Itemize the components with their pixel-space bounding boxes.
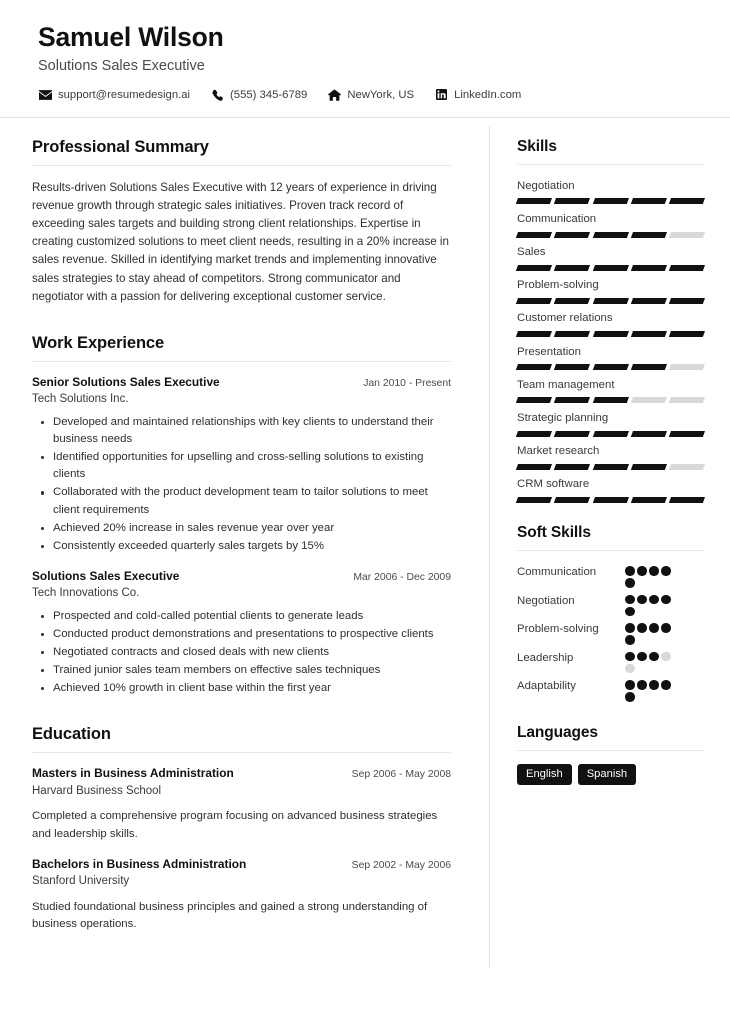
- soft-skill-row: [517, 650, 704, 674]
- skill-bar-segment: [669, 397, 705, 403]
- skill-bar-segment: [554, 298, 590, 304]
- experience-bullet: Negotiated contracts and closed deals with new clients: [32, 644, 451, 661]
- soft-skill-dots: [625, 678, 681, 702]
- skill-bar-segment: [631, 198, 667, 204]
- section-title-experience: Work Experience: [32, 333, 165, 352]
- skill-row: [517, 244, 704, 270]
- soft-skill-dot: [661, 652, 671, 662]
- experience-bullet: Consistently exceeded quarterly sales targets by 15%: [32, 538, 451, 555]
- skill-bar-segment: [516, 364, 552, 370]
- soft-skill-dot: [625, 635, 635, 645]
- experience-company: Tech Solutions Inc.: [32, 393, 129, 406]
- skill-bar-segment: [593, 298, 629, 304]
- experience-bullet: Developed and maintained relationships with key clients to understand their business needs: [32, 414, 451, 448]
- section-skills: [517, 138, 704, 503]
- soft-skill-dot: [637, 623, 647, 633]
- section-soft-skills: [517, 524, 704, 702]
- skill-level-bar: [517, 265, 704, 271]
- soft-skill-dots: [625, 621, 681, 645]
- skill-name: Sales: [517, 246, 546, 258]
- contact-phone[interactable]: [210, 89, 307, 101]
- candidate-title: Solutions Sales Executive: [38, 58, 205, 75]
- skill-bar-segment: [669, 331, 705, 337]
- column-divider: [489, 126, 490, 968]
- skill-name: CRM software: [517, 478, 590, 491]
- section-rule: [517, 550, 704, 551]
- experience-list: [32, 375, 451, 697]
- skill-name: Team management: [517, 378, 615, 391]
- soft-skill-dot: [649, 595, 659, 605]
- skill-bar-segment: [593, 397, 629, 403]
- skill-level-bar: [517, 464, 704, 470]
- experience-bullets: [32, 608, 451, 698]
- section-work-experience: [32, 334, 451, 697]
- soft-skill-dots: [625, 650, 681, 674]
- soft-skill-name: Problem-solving: [517, 623, 599, 636]
- skill-bar-segment: [631, 497, 667, 503]
- education-school: Stanford University: [32, 875, 130, 888]
- experience-bullet: Identified opportunities for upselling and cross-selling solutions to existing clients: [32, 449, 451, 483]
- home-icon: [327, 89, 341, 101]
- skill-name: Negotiation: [517, 179, 575, 192]
- skill-level-bar: [517, 331, 704, 337]
- skill-bar-segment: [516, 397, 552, 403]
- experience-entry: [32, 375, 451, 555]
- sidebar-column: [489, 118, 730, 942]
- section-title-skills: Skills: [517, 137, 557, 155]
- education-entry: [32, 857, 451, 934]
- experience-entry: [32, 569, 451, 698]
- skill-bar-segment: [554, 265, 590, 271]
- skill-bar-segment: [593, 265, 629, 271]
- skill-name: Strategic planning: [517, 411, 609, 424]
- contact-phone-text: (555) 345-6789: [230, 88, 308, 101]
- education-list: [32, 766, 451, 933]
- skill-level-bar: [517, 397, 704, 403]
- skill-row: [517, 443, 704, 469]
- experience-bullets: [32, 414, 451, 555]
- section-education: [32, 725, 451, 933]
- soft-skills-list: [517, 564, 704, 702]
- soft-skill-name: Leadership: [517, 651, 574, 664]
- soft-skill-dots: [625, 593, 681, 617]
- language-chip: Spanish: [578, 764, 636, 785]
- entry-header: [32, 766, 451, 781]
- soft-skill-dot: [625, 680, 635, 690]
- soft-skill-dot: [625, 578, 635, 588]
- skill-bar-segment: [593, 198, 629, 204]
- section-professional-summary: [32, 138, 451, 306]
- skill-bar-segment: [593, 364, 629, 370]
- soft-skill-dot: [637, 652, 647, 662]
- section-rule: [517, 750, 704, 751]
- soft-skill-dot: [625, 623, 635, 633]
- skill-bar-segment: [516, 431, 552, 437]
- skill-bar-segment: [516, 265, 552, 271]
- skill-name: Customer relations: [517, 312, 613, 325]
- skill-bar-segment: [631, 232, 667, 238]
- skill-level-bar: [517, 198, 704, 204]
- language-chip: English: [517, 764, 572, 785]
- soft-skill-dot: [649, 680, 659, 690]
- skill-bar-segment: [593, 232, 629, 238]
- envelope-icon: [38, 89, 52, 101]
- skills-list: [517, 178, 704, 503]
- experience-date: Jan 2010 - Present: [363, 377, 451, 389]
- skill-row: [517, 310, 704, 336]
- skill-bar-segment: [593, 464, 629, 470]
- skill-level-bar: [517, 232, 704, 238]
- soft-skill-dot: [625, 664, 635, 674]
- skill-bar-segment: [516, 464, 552, 470]
- experience-bullet: Prospected and cold-called potential clients to generate leads: [32, 608, 451, 625]
- skill-bar-segment: [554, 198, 590, 204]
- skill-bar-segment: [669, 265, 705, 271]
- skill-bar-segment: [631, 298, 667, 304]
- skill-bar-segment: [554, 497, 590, 503]
- section-title-soft-skills: Soft Skills: [517, 524, 591, 542]
- soft-skill-dot: [661, 680, 671, 690]
- experience-bullet: Achieved 20% increase in sales revenue year over year: [32, 520, 451, 537]
- soft-skill-dot: [649, 566, 659, 576]
- summary-text: Results-driven Solutions Sales Executive with 12 years of experience in driving revenue growth through strategic sales initiatives. Proven track record of exceeding sales targets and building strong client relationships. Expertise in creating customized solutions to meet client needs, resulting in a 20% increase in sales revenue. Skilled in identifying market trends and implementing innovative sales strategies to stay ahead of competitors. Strong communicator and negotiator with a passion for delivering exceptional customer service.: [32, 180, 449, 303]
- skill-name: Problem-solving: [517, 279, 599, 292]
- education-degree: Bachelors in Business Administration: [32, 857, 247, 871]
- soft-skill-name: Negotiation: [517, 594, 575, 607]
- soft-skill-row: [517, 678, 704, 702]
- languages-list: [517, 764, 704, 785]
- skill-bar-segment: [593, 497, 629, 503]
- education-date: Sep 2006 - May 2008: [351, 769, 451, 781]
- experience-bullet: Trained junior sales team members on effective sales techniques: [32, 662, 451, 679]
- phone-icon: [210, 89, 224, 101]
- experience-bullet: Collaborated with the product development team to tailor solutions to meet client requirements: [32, 484, 451, 518]
- skill-bar-segment: [554, 331, 590, 337]
- soft-skill-dot: [661, 623, 671, 633]
- spacer: [32, 705, 451, 725]
- contact-email-text: support@resumedesign.ai: [58, 88, 191, 101]
- skill-bar-segment: [631, 431, 667, 437]
- skill-bar-segment: [669, 298, 705, 304]
- soft-skill-row: [517, 621, 704, 645]
- education-school: Harvard Business School: [32, 784, 162, 797]
- skill-row: [517, 377, 704, 403]
- spacer: [517, 710, 704, 724]
- soft-skill-name: Adaptability: [517, 680, 576, 693]
- skill-bar-segment: [593, 431, 629, 437]
- skill-row: [517, 178, 704, 204]
- skill-row: [517, 476, 704, 502]
- skill-row: [517, 211, 704, 237]
- soft-skill-dot: [637, 595, 647, 605]
- soft-skill-dot: [649, 623, 659, 633]
- section-title-summary: Professional Summary: [32, 137, 209, 156]
- skill-bar-segment: [631, 265, 667, 271]
- education-date: Sep 2002 - May 2006: [351, 860, 451, 871]
- soft-skill-dot: [649, 652, 659, 662]
- skill-level-bar: [517, 431, 704, 437]
- skill-bar-segment: [669, 497, 705, 503]
- experience-role: Solutions Sales Executive: [32, 568, 180, 583]
- soft-skill-dot: [625, 692, 635, 702]
- skill-name: Market research: [517, 445, 600, 458]
- skill-bar-segment: [516, 331, 552, 337]
- skill-bar-segment: [669, 431, 705, 437]
- section-rule: [32, 752, 451, 753]
- main-column: [0, 118, 489, 942]
- skill-level-bar: [517, 364, 704, 370]
- entry-header: [32, 569, 451, 584]
- experience-bullet: Achieved 10% growth in client base within the first year: [32, 680, 451, 697]
- skill-bar-segment: [554, 397, 590, 403]
- section-rule: [32, 361, 451, 362]
- soft-skill-dot: [625, 607, 635, 617]
- skill-row: [517, 344, 704, 370]
- skill-bar-segment: [669, 464, 705, 470]
- skill-bar-segment: [631, 331, 667, 337]
- education-description: Studied foundational business principles and gained a strong understanding of business operations.: [32, 900, 428, 931]
- skill-bar-segment: [669, 364, 705, 370]
- soft-skill-dot: [637, 680, 647, 690]
- skill-name: Presentation: [517, 345, 581, 358]
- skill-bar-segment: [554, 232, 590, 238]
- soft-skill-dots: [625, 564, 681, 588]
- skill-bar-segment: [631, 397, 667, 403]
- skill-bar-segment: [631, 364, 667, 370]
- skill-bar-segment: [593, 331, 629, 337]
- resume-body: [0, 118, 730, 942]
- experience-bullet: Conducted product demonstrations and presentations to prospective clients: [32, 626, 451, 643]
- skill-name: Communication: [517, 212, 597, 225]
- skill-bar-segment: [516, 497, 552, 503]
- skill-bar-segment: [554, 464, 590, 470]
- education-degree: Masters in Business Administration: [32, 766, 234, 781]
- soft-skill-dot: [625, 652, 635, 662]
- skill-level-bar: [517, 497, 704, 503]
- skill-bar-segment: [669, 232, 705, 238]
- spacer: [32, 314, 451, 334]
- soft-skill-row: [517, 564, 704, 588]
- section-title-education: Education: [32, 725, 111, 744]
- spacer: [517, 510, 704, 524]
- contact-location[interactable]: [327, 89, 414, 101]
- skill-bar-segment: [516, 232, 552, 238]
- skill-bar-segment: [554, 431, 590, 437]
- section-rule: [32, 165, 451, 166]
- soft-skill-dot: [625, 566, 635, 576]
- experience-role: Senior Solutions Sales Executive: [32, 374, 220, 389]
- resume-header: [0, 0, 730, 118]
- soft-skill-dot: [637, 566, 647, 576]
- linkedin-icon: [434, 89, 448, 101]
- skill-bar-segment: [631, 464, 667, 470]
- experience-date: Mar 2006 - Dec 2009: [353, 571, 451, 583]
- education-entry: [32, 766, 451, 843]
- contact-linkedin[interactable]: [434, 89, 521, 101]
- contact-location-text: NewYork, US: [347, 88, 415, 101]
- contact-linkedin-text: LinkedIn.com: [454, 88, 522, 101]
- contact-list: [38, 89, 692, 101]
- candidate-name: Samuel Wilson: [38, 22, 224, 52]
- soft-skill-dot: [661, 595, 671, 605]
- soft-skill-dot: [661, 566, 671, 576]
- section-title-languages: Languages: [517, 723, 598, 741]
- section-rule: [517, 164, 704, 165]
- skill-row: [517, 410, 704, 436]
- entry-header: [32, 857, 451, 872]
- soft-skill-row: [517, 593, 704, 617]
- experience-company: Tech Innovations Co.: [32, 587, 140, 600]
- education-description: Completed a comprehensive program focusing on advanced business strategies and leadership skills.: [32, 810, 438, 840]
- skill-level-bar: [517, 298, 704, 304]
- skill-row: [517, 277, 704, 303]
- soft-skill-dot: [625, 595, 635, 605]
- contact-email[interactable]: [38, 89, 190, 101]
- soft-skill-name: Communication: [517, 566, 597, 579]
- entry-header: [32, 375, 451, 390]
- skill-bar-segment: [669, 198, 705, 204]
- section-languages: [517, 724, 704, 785]
- skill-bar-segment: [516, 198, 552, 204]
- skill-bar-segment: [554, 364, 590, 370]
- skill-bar-segment: [516, 298, 552, 304]
